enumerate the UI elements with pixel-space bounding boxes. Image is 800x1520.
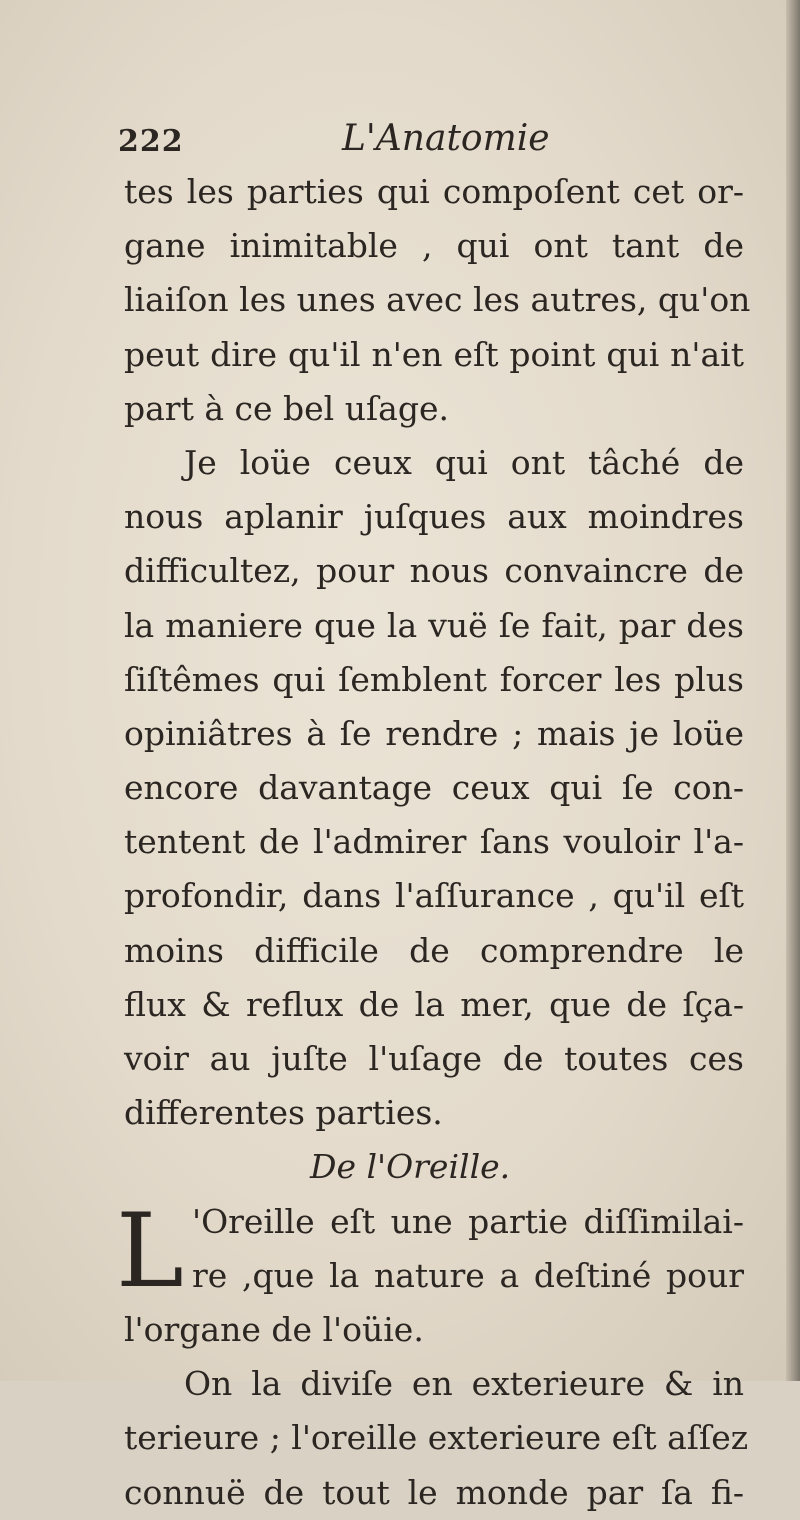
text-line: re ,que la nature a deſtiné pour — [192, 1255, 744, 1295]
text-line: nous aplanir juſques aux moindres — [124, 497, 744, 537]
drop-cap: L — [116, 1191, 184, 1311]
text-line: profondir, dans l'aſſurance , qu'il eſt — [124, 876, 744, 916]
text-line: tes les parties qui compoſent cet or- — [124, 172, 744, 211]
text-line: liaiſon les unes avec les autres, qu'on — [124, 280, 751, 320]
text-line: voir au juſte l'uſage de toutes ces — [124, 1039, 744, 1078]
text-line: opiniâtres à ſe rendre ; mais je loüe — [124, 713, 744, 753]
text-line: On la diviſe en exterieure & in — [184, 1364, 744, 1404]
text-line: difficultez, pour nous convaincre de — [124, 551, 744, 591]
text-line: encore davantage ceux qui ſe con- — [124, 768, 744, 808]
text-line: flux & reflux de la mer, que de ſça- — [124, 984, 744, 1024]
text-line: gane inimitable , qui ont tant de — [124, 226, 744, 266]
text-line: connuë de tout le monde par ſa fi- — [124, 1472, 744, 1512]
text-line: peut dire qu'il n'en eſt point qui n'ait — [124, 334, 744, 374]
dropcap-paragraph — [116, 1191, 744, 1358]
running-title: L'Anatomie — [342, 118, 550, 159]
text-line: l'organe de l'oüie. — [124, 1309, 424, 1349]
text-line: terieure ; l'oreille exterieure eſt aſſez — [124, 1418, 749, 1458]
page-number: 222 — [118, 124, 184, 159]
text-line: part à ce bel uſage. — [124, 388, 449, 428]
section-heading: De l'Oreille. — [310, 1147, 511, 1187]
text-line: differentes parties. — [124, 1093, 443, 1133]
text-line: la maniere que la vuë ſe fait, par des — [124, 605, 744, 645]
running-head — [110, 118, 730, 166]
text-line: tentent de l'admirer ſans vouloir l'a- — [124, 822, 744, 862]
body-text — [116, 165, 751, 1520]
text-line: ſiſtêmes qui ſemblent forcer les plus — [124, 659, 744, 699]
page-edge — [786, 0, 800, 1381]
text-line: 'Oreille eſt une partie diſſimilai- — [192, 1201, 744, 1241]
text-line: Je loüe ceux qui ont tâché de — [184, 442, 744, 482]
text-line: moins difficile de comprendre le — [124, 930, 744, 970]
